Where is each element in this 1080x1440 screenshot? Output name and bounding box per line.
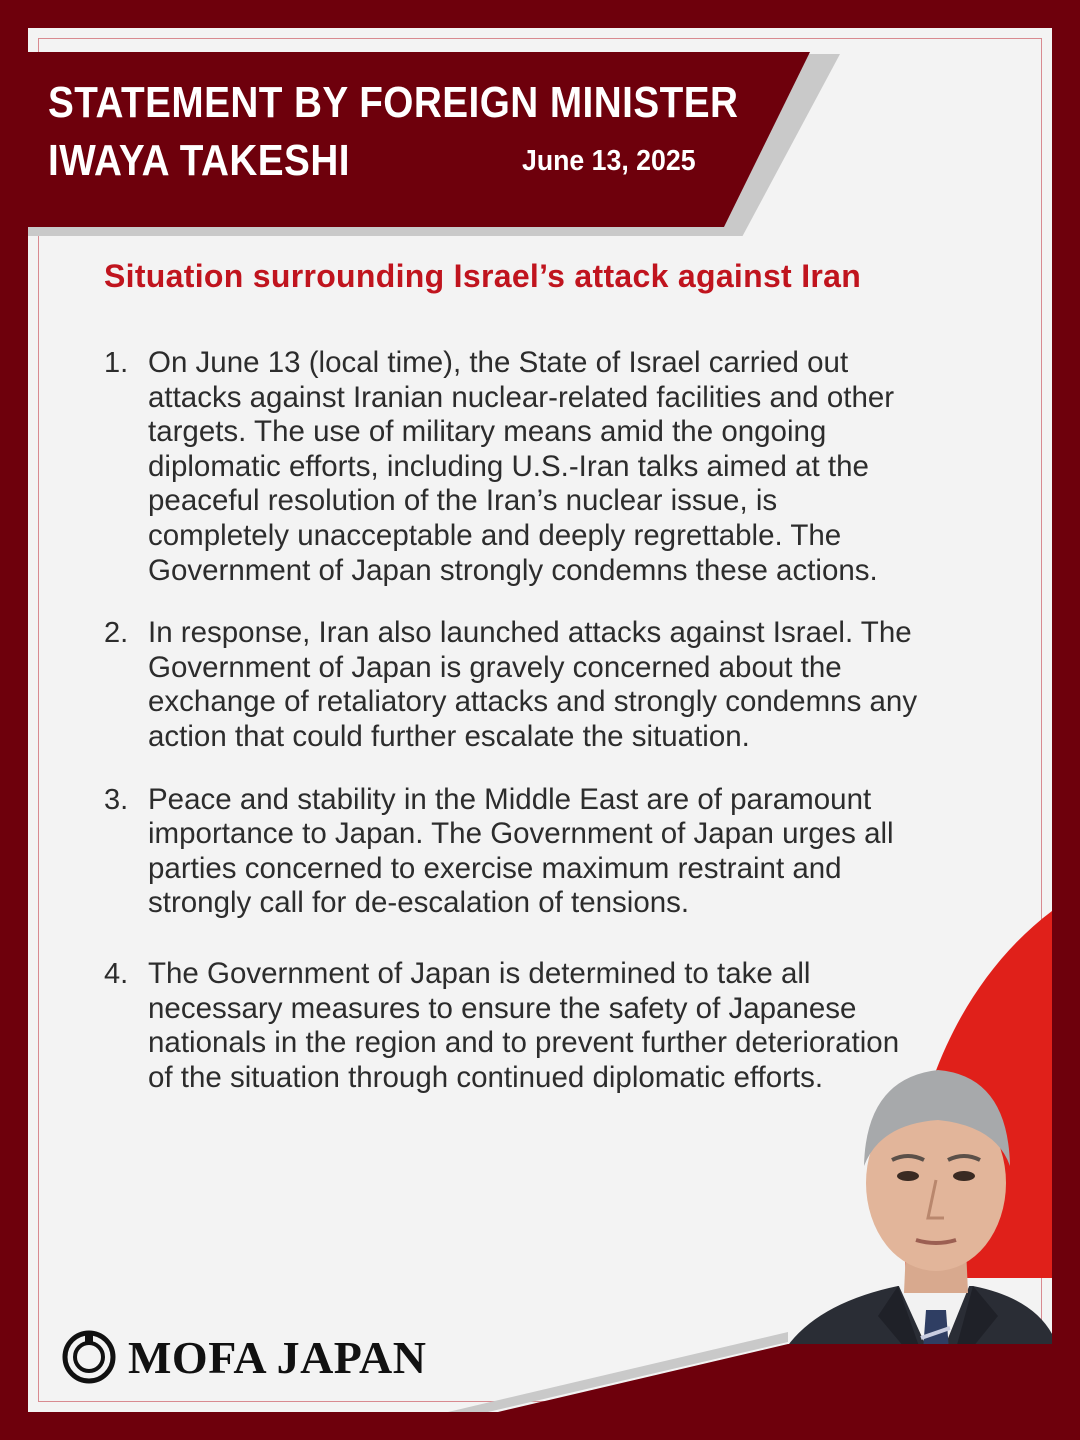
statement-subtitle: Situation surrounding Israel’s attack against Iran <box>104 258 862 294</box>
item-text: Peace and stability in the Middle East are of paramount importance to Japan. The Government of Japan urges all parties concerned to exercise maximum restraint and strongly call for de-escalation of tensions. <box>148 782 894 920</box>
item-number: 2. <box>104 617 129 650</box>
statement-items <box>104 346 924 1123</box>
statement-item-3 <box>104 783 924 921</box>
statement-item-1 <box>104 346 924 588</box>
item-text: The Government of Japan is determined to take all necessary measures to ensure the safety of Japanese nationals in the region and to prevent further deterioration of the situation through continued diplomatic efforts. <box>148 956 900 1094</box>
title-line-1: STATEMENT BY FOREIGN MINISTER <box>48 78 739 127</box>
item-number: 4. <box>104 957 129 990</box>
title-line-2: IWAYA TAKESHI <box>48 136 350 185</box>
mofa-logo <box>62 1330 426 1384</box>
item-text: In response, Iran also launched attacks against Israel. The Government of Japan is gravely concerned about the exchange of retaliatory attacks and strongly condemns any action that could further escalate the situation. <box>148 616 918 753</box>
statement-date: June 13, 2025 <box>522 145 696 177</box>
statement-item-2 <box>104 616 924 754</box>
mofa-emblem-icon <box>62 1330 116 1384</box>
item-text: On June 13 (local time), the State of Israel carried out attacks against Iranian nuclear-related facilities and other targets. The use of military means amid the ongoing diplomatic efforts, including U.S.-Iran talks aimed at the peaceful resolution of the Iran’s nuclear issue, is completely unacceptable and deeply regrettable. The Government of Japan strongly condemns these actions. <box>148 346 895 587</box>
item-number: 1. <box>104 347 129 379</box>
logo-text: MOFA JAPAN <box>128 1331 427 1383</box>
item-number: 3. <box>104 783 129 816</box>
statement-card <box>28 28 1052 1412</box>
